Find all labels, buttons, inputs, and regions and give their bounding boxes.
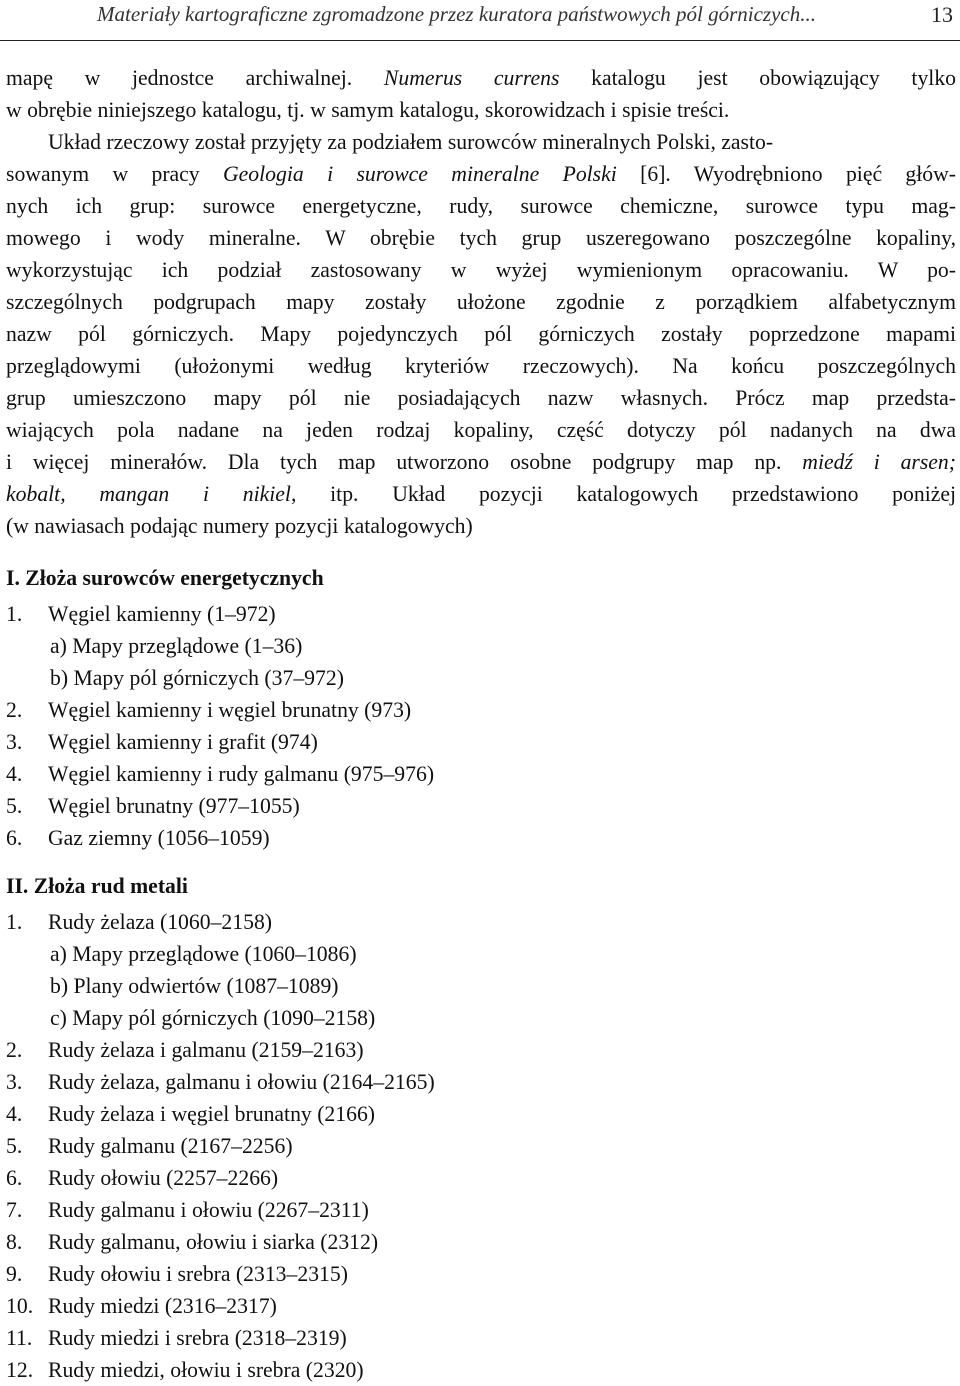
paragraph-line: Układ rzeczowy został przyjęty za podziałem surowców mineralnych Polski, zasto- [48,130,774,154]
item-text: Rudy miedzi i srebra (2318–2319) [48,1326,347,1350]
item-text: Rudy żelaza i węgiel brunatny (2166) [48,1102,376,1126]
paragraph-line: wykorzystując ich podział zastosowany w wyżej wymienionym opracowaniu. W po- [6,258,956,282]
item-number: 4. [6,1102,23,1126]
list-item [6,1354,946,1386]
italic-example: miedź i arsen; [802,450,956,474]
item-text: Węgiel kamienny i grafit (974) [48,730,318,754]
text-run: mapę w jednostce archiwalnej. [6,66,353,90]
item-number: 11. [6,1326,33,1350]
section-list-energy [6,598,946,854]
section-heading: I. Złoża surowców energetycznych [6,566,324,590]
item-number: 8. [6,1230,23,1254]
item-text: Rudy żelaza (1060–2158) [48,910,273,934]
item-number: 2. [6,698,23,722]
list-item [6,726,946,758]
item-number: 6. [6,826,23,850]
item-text: b) Plany odwiertów (1087–1089) [50,974,339,998]
item-text: Rudy galmanu i ołowiu (2267–2311) [48,1198,369,1222]
text-run: i więcej minerałów. Dla tych map utworzono osobne podgrupy map np. [6,450,782,474]
text-run: katalogu jest obowiązujący tylko [591,66,957,90]
list-subitem [6,1002,946,1034]
paragraph-line [6,158,956,190]
list-item [6,1162,946,1194]
item-number: 1. [6,910,23,934]
list-subitem [6,938,946,970]
list-item [6,758,946,790]
list-item [6,790,946,822]
item-text: a) Mapy przeglądowe (1–36) [50,634,303,658]
item-number: 5. [6,1134,23,1158]
item-number: 5. [6,794,23,818]
item-text: Węgiel kamienny i rudy galmanu (975–976) [48,762,435,786]
item-text: a) Mapy przeglądowe (1060–1086) [50,942,357,966]
list-subitem [6,662,946,694]
item-number: 3. [6,730,23,754]
item-text: Rudy miedzi (2316–2317) [48,1294,277,1318]
list-subitem [6,630,946,662]
item-text: Węgiel kamienny i węgiel brunatny (973) [48,698,412,722]
paragraph-line [6,62,956,94]
list-item [6,1034,946,1066]
item-text: Rudy galmanu (2167–2256) [48,1134,293,1158]
item-number: 6. [6,1166,23,1190]
list-item [6,1098,946,1130]
list-item [6,694,946,726]
item-text: Węgiel kamienny (1–972) [48,602,276,626]
running-header [0,0,960,41]
text-run: sowanym w pracy [6,162,200,186]
item-number: 12. [6,1358,34,1382]
item-number: 9. [6,1262,23,1286]
text-run: [6]. Wyodrębniono pięć głów- [640,162,957,186]
item-text: Rudy galmanu, ołowiu i siarka (2312) [48,1230,379,1254]
list-subitem [6,970,946,1002]
item-number: 4. [6,762,23,786]
item-number: 7. [6,1198,23,1222]
item-text: Rudy żelaza, galmanu i ołowiu (2164–2165) [48,1070,435,1094]
list-item [6,598,946,630]
item-text: c) Mapy pól górniczych (1090–2158) [50,1006,376,1030]
item-text: Gaz ziemny (1056–1059) [48,826,270,850]
list-item [6,1066,946,1098]
list-item [6,906,946,938]
paragraph-line: w obrębie niniejszego katalogu, tj. w samym katalogu, skorowidzach i spisie treści. [6,98,730,122]
list-item [6,1322,946,1354]
paragraph-line: szczególnych podgrupach mapy zostały ułożone zgodnie z porządkiem alfabetycznym [6,290,956,314]
page-number: 13 [931,2,953,27]
paragraph-line: grup umieszczono mapy pól nie posiadających nazw własnych. Prócz map przedsta- [6,386,956,410]
item-number: 1. [6,602,23,626]
cited-title: Geologia i surowce mineralne Polski [223,162,617,186]
italic-example: kobalt, mangan i nikiel [6,482,291,506]
item-text: Rudy ołowiu (2257–2266) [48,1166,279,1190]
paragraph-line: przeglądowymi (ułożonymi według kryteriów rzeczowych). Na końcu poszczególnych [6,354,956,378]
item-number: 2. [6,1038,23,1062]
italic-term: Numerus currens [383,66,560,90]
item-text: b) Mapy pól górniczych (37–972) [50,666,344,690]
list-item [6,1130,946,1162]
running-header-title: Materiały kartograficzne zgromadzone przez kuratora państwowych pól górniczych... [97,2,816,26]
paragraph-line: nych ich grup: surowce energetyczne, rudy, surowce chemiczne, surowce typu mag- [6,194,956,218]
paragraph-line: (w nawiasach podając numery pozycji katalogowych) [6,514,473,538]
section-heading: II. Złoża rud metali [6,874,188,898]
list-item [6,1226,946,1258]
paragraph-line: wiających pola nadane na jeden rodzaj kopaliny, część dotyczy pól nadanych na dwa [6,418,956,442]
item-text: Rudy ołowiu i srebra (2313–2315) [48,1262,348,1286]
paragraph-line: mowego i wody mineralne. W obrębie tych grup uszeregowano poszczególne kopaliny, [6,226,956,250]
section-list-metal-ores [6,906,946,1386]
item-text: Rudy miedzi, ołowiu i srebra (2320) [48,1358,364,1382]
item-number: 3. [6,1070,23,1094]
paragraph-line: nazw pól górniczych. Mapy pojedynczych pól górniczych zostały poprzedzone mapami [6,322,956,346]
paragraph-line [6,446,956,478]
item-text: Rudy żelaza i galmanu (2159–2163) [48,1038,364,1062]
item-number: 10. [6,1294,34,1318]
text-run: , itp. Układ pozycji katalogowych przedstawiono poniżej [290,482,956,506]
list-item [6,1194,946,1226]
list-item [6,822,946,854]
paragraph-line [6,478,956,510]
item-text: Węgiel brunatny (977–1055) [48,794,300,818]
list-item [6,1258,946,1290]
list-item [6,1290,946,1322]
intro-paragraph [6,62,956,542]
